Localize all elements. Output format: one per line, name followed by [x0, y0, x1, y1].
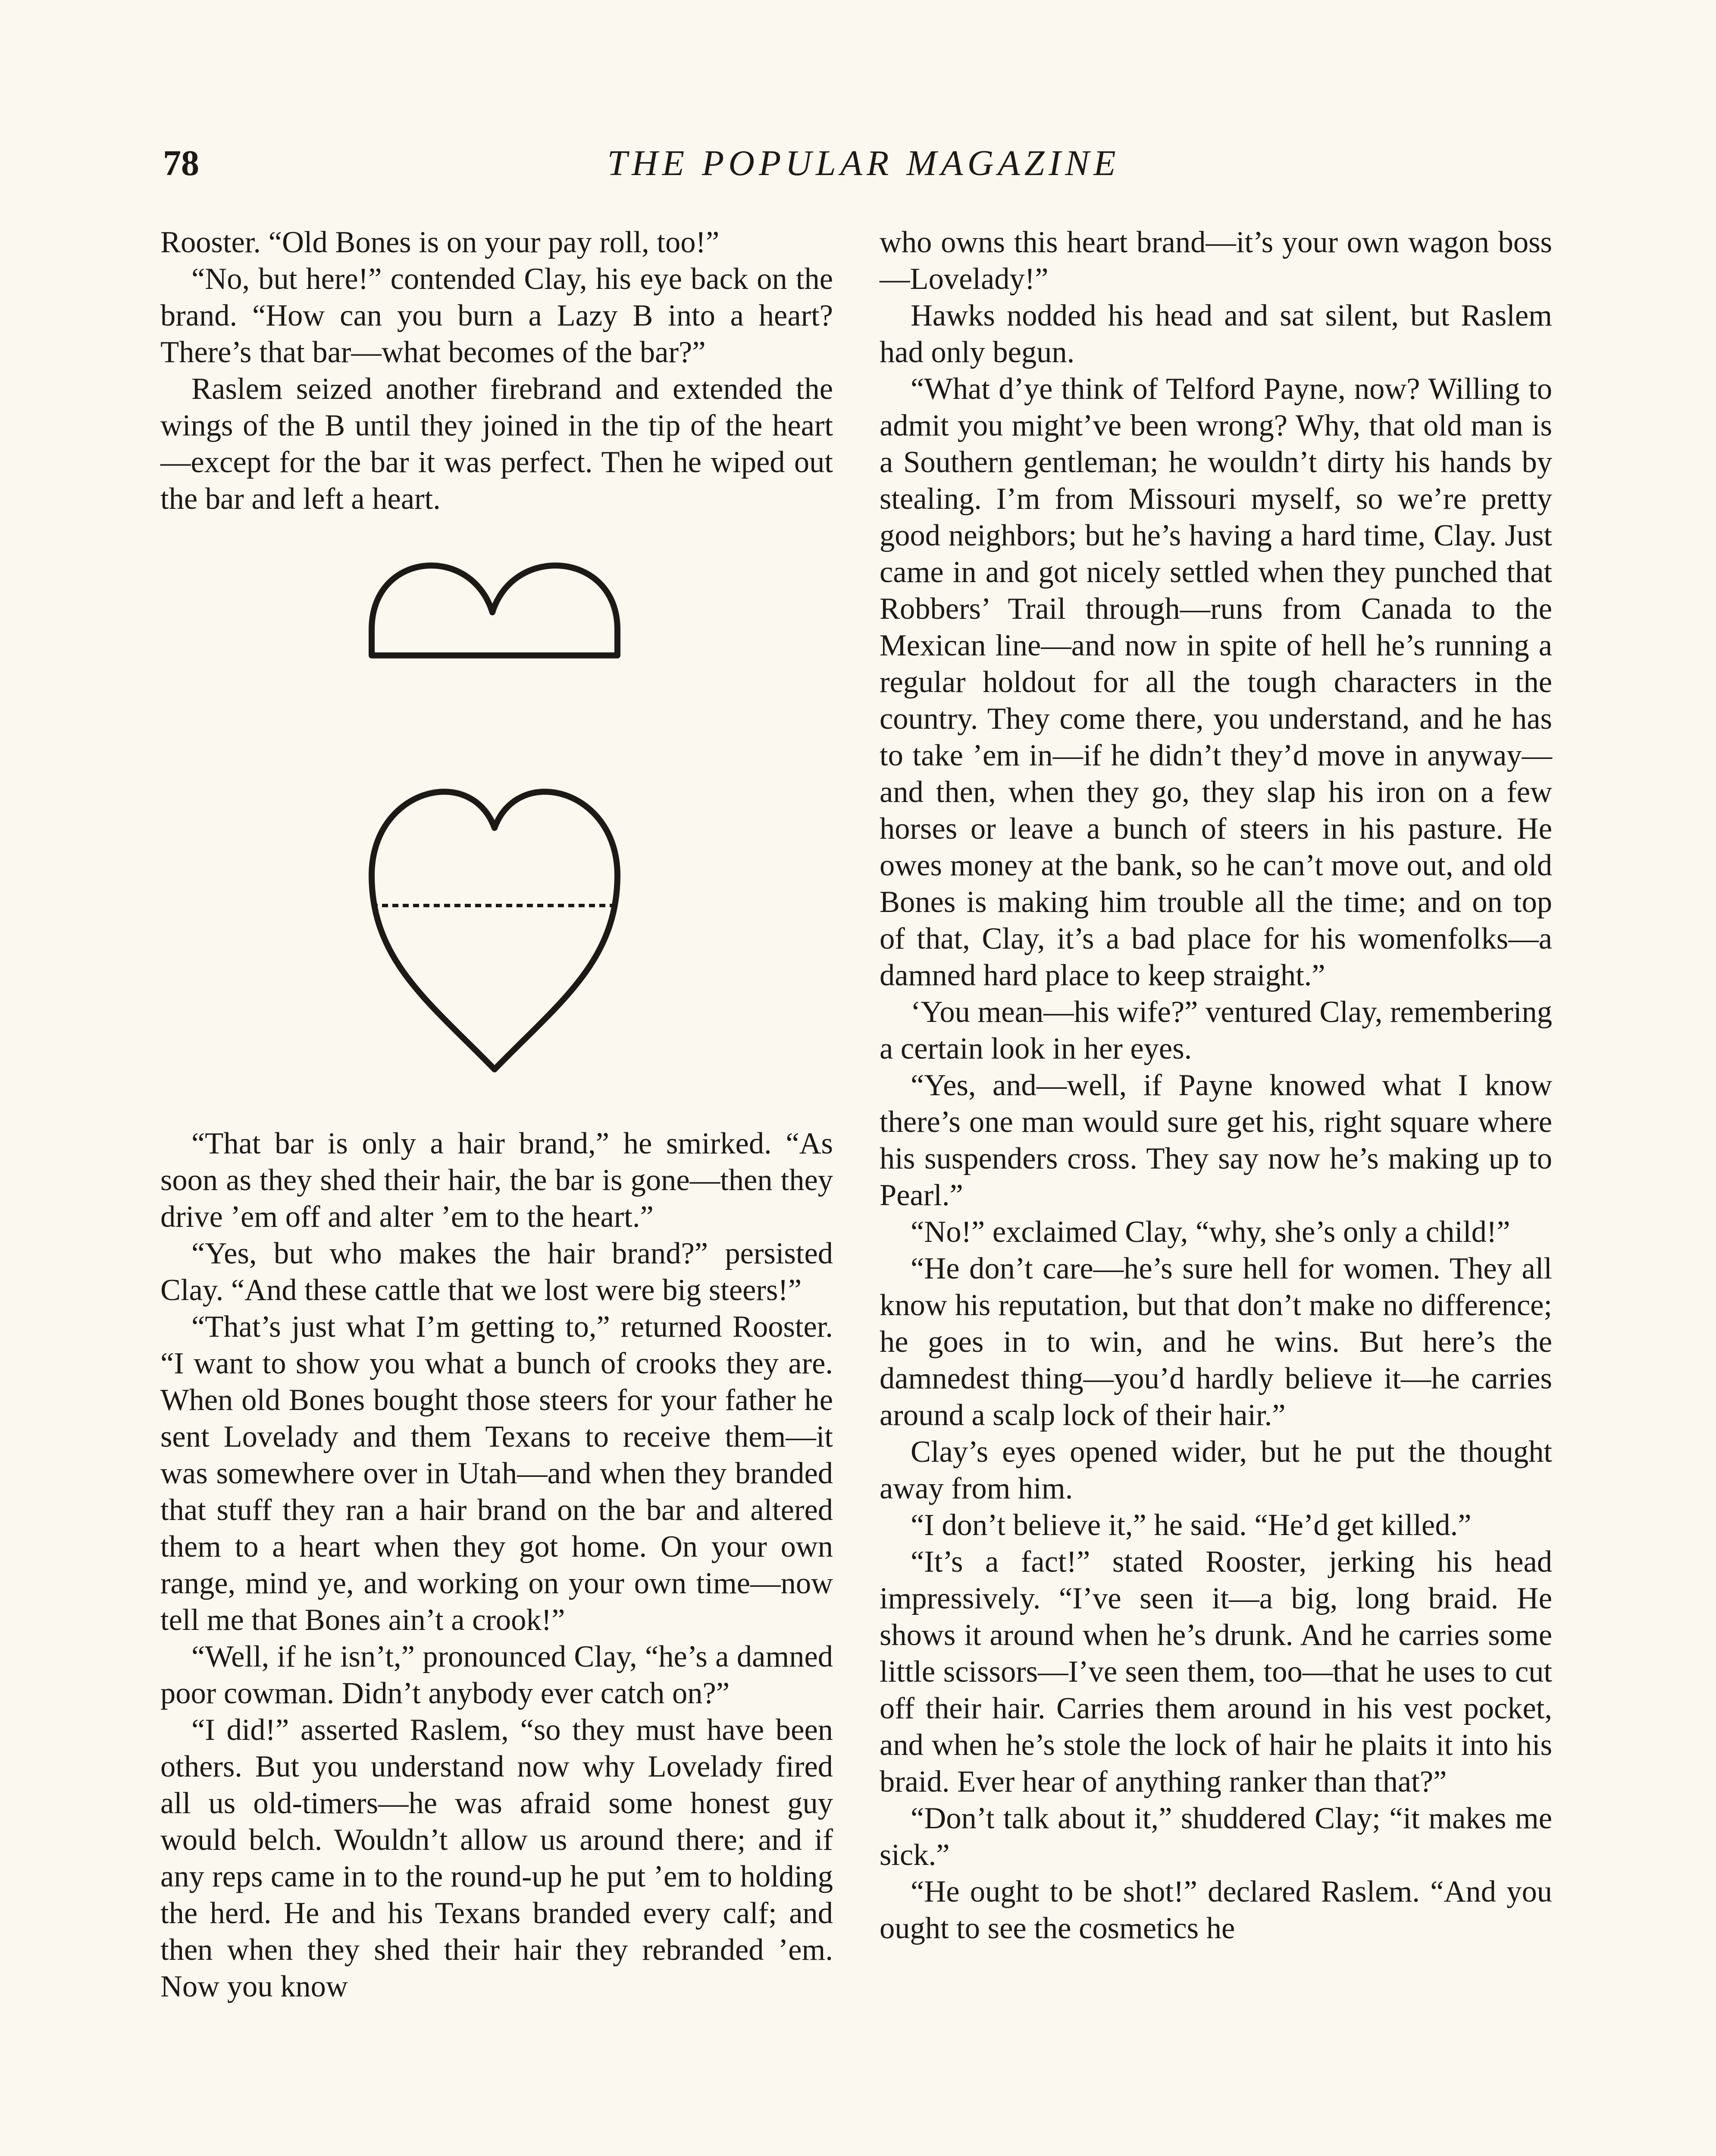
- paragraph: Rooster. “Old Bones is on your pay roll, too!”: [160, 226, 720, 259]
- paragraph: “What d’ye think of Telford Payne, now? Willing to admit you might’ve been wrong? Why, that old man is a Southern gentleman; he wouldn’t dirty his hands by stealing. I’m from Missouri myself, so we’re pretty good neighbors; but he’s having a hard time, Clay. Just came in and got nicely settled when they punched that Robbers’ Trail through—runs from Canada to the Mexican line—and now in spite of hell he’s running a regular holdout for all the tough characters in the country. They come there, you understand, and he has to take ’em in—if he didn’t they’d move in anyway—and then, when they go, they slap his iron on a few horses or leave a bunch of steers in his pasture. He owes money at the bank, so he can’t move out, and old Bones is making him trouble all the time; and on top of that, Clay, it’s a bad place for his womenfolks—a damned hard place to keep straight.”: [880, 372, 1552, 992]
- paragraph: “It’s a fact!” stated Rooster, jerking his head impressively. “I’ve seen it—a big, long braid. He shows it around when he’s drunk. And he carries some little scissors—I’ve seen them, too—that he uses to cut off their hair. Carries them around in his vest pocket, and when he’s stole the lock of hair he plaits it into his braid. Ever hear of anything ranker than that?”: [880, 1545, 1552, 1799]
- paragraph: “No!” exclaimed Clay, “why, she’s only a child!”: [911, 1215, 1510, 1249]
- right-column: [880, 224, 1552, 1947]
- paragraph: who owns this heart brand—it’s your own wagon boss—Lovelady!”: [880, 226, 1552, 296]
- paragraph: Raslem seized another firebrand and extended the wings of the B until they joined in the tip of the heart—except for the bar it was perfect. Then he wiped out the bar and left a heart.: [160, 372, 833, 516]
- paragraph: “No, but here!” contended Clay, his eye back on the brand. “How can you burn a Lazy B into a heart? There’s that bar—what becomes of the bar?”: [160, 262, 833, 369]
- paragraph: “I don’t believe it,” he said. “He’d get killed.”: [911, 1508, 1472, 1542]
- page-number: 78: [163, 143, 199, 183]
- paragraph: “Yes, and—well, if Payne knowed what I know there’s one man would sure get his, right square where his suspenders cross. They say now he’s making up to Pearl.”: [880, 1069, 1552, 1212]
- paragraph: ‘You mean—his wife?” ventured Clay, remembering a certain look in her eyes.: [880, 995, 1552, 1065]
- lazy-b-brand: [372, 566, 617, 655]
- paragraph: Clay’s eyes opened wider, but he put the thought away from him.: [880, 1435, 1552, 1505]
- paragraph: “Don’t talk about it,” shuddered Clay; “it makes me sick.”: [880, 1802, 1552, 1872]
- page-header: [163, 142, 1564, 198]
- left-column: [160, 224, 833, 2005]
- magazine-title: THE POPULAR MAGAZINE: [607, 143, 1120, 183]
- paragraph: “Yes, but who makes the hair brand?” persisted Clay. “And these cattle that we lost were big steers!”: [160, 1237, 833, 1307]
- paragraph: “He ought to be shot!” declared Raslem. “And you ought to see the cosmetics he: [880, 1875, 1552, 1945]
- brand-figure: [160, 548, 833, 1108]
- paragraph: “Well, if he isn’t,” pronounced Clay, “he’s a damned poor cowman. Didn’t anybody ever catch on?”: [160, 1640, 833, 1710]
- paragraph: “I did!” asserted Raslem, “so they must have been others. But you understand now why Lovelady fired all us old-timers—he was afraid some honest guy would belch. Wouldn’t allow us around there; and if any reps came in to the round-up he put ’em to holding the herd. He and his Texans branded every calf; and then when they shed their hair they rebranded ’em. Now you know: [160, 1713, 833, 2003]
- paragraph: “That bar is only a hair brand,” he smirked. “As soon as they shed their hair, the bar is gone—then they drive ’em off and alter ’em to the heart.”: [160, 1127, 833, 1234]
- heart-brand: [372, 792, 617, 1069]
- paragraph: Hawks nodded his head and sat silent, but Raslem had only begun.: [880, 299, 1552, 369]
- paragraph: “He don’t care—he’s sure hell for women. They all know his reputation, but that don’t make no difference; he goes in to win, and he wins. But here’s the damnedest thing—you’d hardly believe it—he carries around a scalp lock of their hair.”: [880, 1252, 1552, 1432]
- paragraph: “That’s just what I’m getting to,” returned Rooster. “I want to show you what a bunch of crooks they are. When old Bones bought those steers for your father he sent Lovelady and them Texans to receive them—it was somewhere over in Utah—and when they branded that stuff they ran a hair brand on the bar and altered them to a heart when they got home. On your own range, mind ye, and working on your own time—now tell me that Bones ain’t a crook!”: [160, 1310, 833, 1637]
- brand-diagram: [363, 548, 630, 1108]
